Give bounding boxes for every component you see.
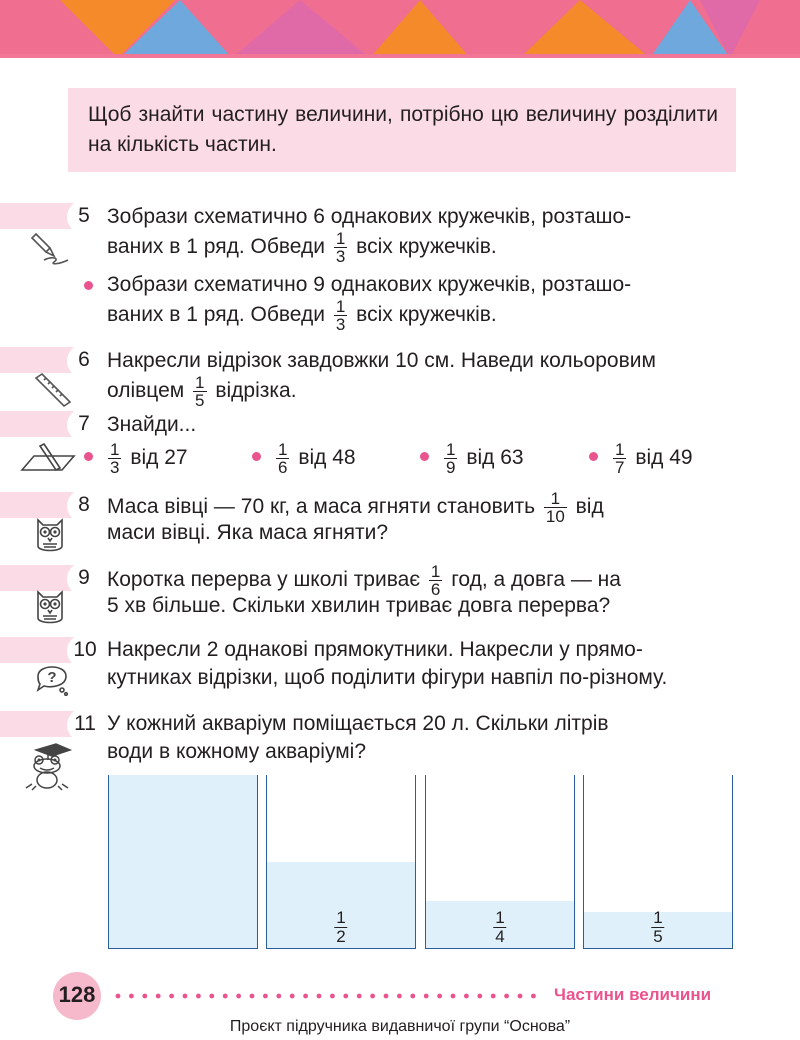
task-11-line-2: води в кожному акваріумі?	[107, 740, 367, 763]
task-9-line-1a: Коротка перерва у школі триває	[107, 568, 421, 592]
task-11-number: 11	[74, 712, 96, 735]
divider-dot	[410, 994, 415, 999]
page-number: 128	[58, 982, 96, 1007]
task-7-item-1-numerator: 1	[110, 440, 120, 459]
task-10-number: 10	[73, 638, 97, 661]
aquarium-1	[108, 775, 258, 949]
task-7-item-4-text: від 49	[635, 446, 693, 470]
task-7-item-3-denominator: 9	[446, 458, 456, 477]
divider-dot	[250, 994, 255, 999]
divider-dot	[209, 994, 214, 999]
divider-dot	[451, 994, 456, 999]
divider-dot	[263, 994, 268, 999]
task-7-item-2-bullet	[252, 452, 261, 461]
divider-dot	[116, 994, 121, 999]
divider-dot	[504, 994, 509, 999]
divider-dot	[330, 994, 335, 999]
decorative-banner	[0, 0, 800, 58]
task-8-line-2: маси вівці. Яка маса ягняти?	[107, 521, 389, 544]
aquarium-2-label-numerator: 1	[336, 908, 346, 927]
aquarium-2-label	[334, 909, 347, 946]
task-7-item-2-numerator: 1	[278, 440, 288, 459]
owl-icon	[34, 516, 66, 556]
aquarium-2-label-denominator: 2	[336, 927, 346, 946]
divider-dot	[183, 994, 188, 999]
divider-dot	[290, 994, 295, 999]
task-9-line-2: 5 хв більше. Скільки хвилин триває довга перерва?	[107, 594, 611, 617]
aquarium-4-label-numerator: 1	[653, 908, 663, 927]
aquarium-3-label-numerator: 1	[495, 908, 505, 927]
task-7-item-2-denominator: 6	[278, 458, 288, 477]
task-8-fraction	[544, 490, 567, 525]
task-5-sub-line-2b: всіх кружечків.	[356, 303, 497, 327]
question-bubble-icon	[32, 662, 72, 696]
divider-dot	[531, 994, 536, 999]
divider-dot	[129, 994, 134, 999]
divider-dot	[518, 994, 523, 999]
svg-text:?: ?	[47, 669, 57, 686]
ruler-icon	[32, 372, 72, 410]
task-9-number: 9	[78, 566, 90, 589]
task-7-item-1-text: від 27	[130, 446, 188, 470]
task-6-line-2	[107, 374, 297, 409]
publisher-note: Проєкт підручника видавничої групи “Основа”	[229, 1018, 571, 1035]
task-5-fraction-numerator: 1	[335, 229, 346, 248]
section-title: Частини величини	[554, 985, 712, 1004]
task-9-line-1b: год, а довга — на	[451, 568, 621, 592]
task-7-item-1-denominator: 3	[110, 458, 120, 477]
divider-dot	[491, 994, 496, 999]
aquarium-3-label-denominator: 4	[495, 927, 505, 946]
task-5-line-2	[107, 230, 497, 265]
task-7-item-3-numerator: 1	[446, 440, 456, 459]
task-6-line-2a: олівцем	[107, 379, 185, 403]
task-11-line-1: У кожний акваріум поміщається 20 л. Скільки літрів	[107, 712, 609, 735]
task-7-item-2-fraction	[276, 441, 289, 476]
divider-dot	[276, 994, 281, 999]
task-7-item-1-fraction	[108, 441, 121, 476]
task-7-item-4-fraction	[613, 441, 626, 476]
task-6-fraction-numerator: 1	[195, 373, 205, 392]
divider-dot	[437, 994, 442, 999]
divider-dot	[397, 994, 402, 999]
task-7-item-4	[610, 441, 693, 476]
task-5-fraction-denominator: 3	[335, 247, 346, 266]
dotted-divider	[114, 990, 542, 1002]
divider-dot	[343, 994, 348, 999]
owl-icon	[34, 588, 66, 628]
task-6-number: 6	[78, 348, 90, 371]
task-7-item-4-bullet	[589, 452, 598, 461]
task-6-line-2b: відрізка.	[215, 379, 297, 403]
task-5-sub-fraction-numerator: 1	[335, 297, 346, 316]
task-5-line-2a: ваних в 1 ряд. Обведи	[107, 235, 325, 259]
task-9-fraction-denominator: 6	[430, 580, 441, 599]
rule-box	[68, 88, 736, 172]
divider-dot	[370, 994, 375, 999]
task-8-line-1b: від	[575, 495, 604, 519]
task-5-sub-bullet	[84, 281, 93, 290]
aquarium-4-label-denominator: 5	[653, 927, 663, 946]
task-7-line-1: Знайди...	[107, 413, 197, 436]
divider-dot	[223, 994, 228, 999]
task-7-item-3-fraction	[444, 441, 457, 476]
task-7-item-3-text: від 63	[466, 446, 524, 470]
task-5-number: 5	[78, 204, 90, 227]
task-5-line-2b: всіх кружечків.	[356, 235, 497, 259]
task-7-item-4-denominator: 7	[615, 458, 625, 477]
task-7-item-1-bullet	[84, 452, 93, 461]
divider-dot	[424, 994, 429, 999]
task-5-sub-line-1: Зобрази схематично 9 однакових кружечків, розташо-	[107, 273, 632, 296]
aquarium-3	[425, 775, 575, 949]
divider-dot	[236, 994, 241, 999]
task-10-line-2: кутниках відрізки, щоб поділити фігури навпіл по-різному.	[107, 666, 668, 689]
task-7-item-3-bullet	[420, 452, 429, 461]
divider-dot	[303, 994, 308, 999]
divider-dot	[317, 994, 322, 999]
divider-dot	[477, 994, 482, 999]
task-6-line-1: Накресли відрізок завдовжки 10 см. Наведи кольоровим	[107, 349, 656, 372]
task-5-sub-line-2	[107, 298, 497, 333]
task-10-line-1: Накресли 2 однакові прямокутники. Накресли у прямо-	[107, 638, 643, 661]
task-9-fraction-numerator: 1	[430, 562, 441, 581]
divider-dot	[196, 994, 201, 999]
frog-graduate-icon	[22, 740, 72, 792]
task-5-sub-fraction	[334, 298, 347, 333]
task-6-fraction	[193, 374, 206, 409]
task-7-item-2-text: від 48	[298, 446, 356, 470]
task-6-fraction-denominator: 5	[195, 391, 205, 410]
pencil-icon	[30, 230, 74, 266]
notebook-pen-icon	[20, 440, 76, 476]
divider-dot	[384, 994, 389, 999]
task-5-sub-line-2a: ваних в 1 ряд. Обведи	[107, 303, 325, 327]
task-5-line-1: Зобрази схематично 6 однакових кружечків, розташо-	[107, 205, 632, 228]
aquarium-4	[583, 775, 733, 949]
task-7-item-1	[105, 441, 188, 476]
task-8-fraction-numerator: 1	[550, 489, 561, 508]
divider-dot	[142, 994, 147, 999]
divider-dot	[464, 994, 469, 999]
task-7-item-3	[441, 441, 524, 476]
task-5-sub-fraction-denominator: 3	[335, 315, 346, 334]
aquarium-1-water	[109, 775, 257, 948]
task-7-number: 7	[78, 412, 90, 435]
aquarium-2	[266, 775, 416, 949]
task-7-item-2	[273, 441, 356, 476]
divider-dot	[169, 994, 174, 999]
task-5-fraction	[334, 230, 347, 265]
divider-dot	[156, 994, 161, 999]
task-8-fraction-denominator: 10	[545, 507, 565, 526]
aquarium-3-label	[493, 909, 506, 946]
task-8-line-1a: Маса вівці — 70 кг, а маса ягняти становить	[107, 495, 536, 519]
task-7-item-4-numerator: 1	[615, 440, 625, 459]
divider-dot	[357, 994, 362, 999]
rule-text: Щоб знайти частину величини, потрібно цю величину розділити на кількість частин.	[88, 103, 718, 156]
aquarium-4-label	[651, 909, 664, 946]
task-8-number: 8	[78, 493, 90, 516]
